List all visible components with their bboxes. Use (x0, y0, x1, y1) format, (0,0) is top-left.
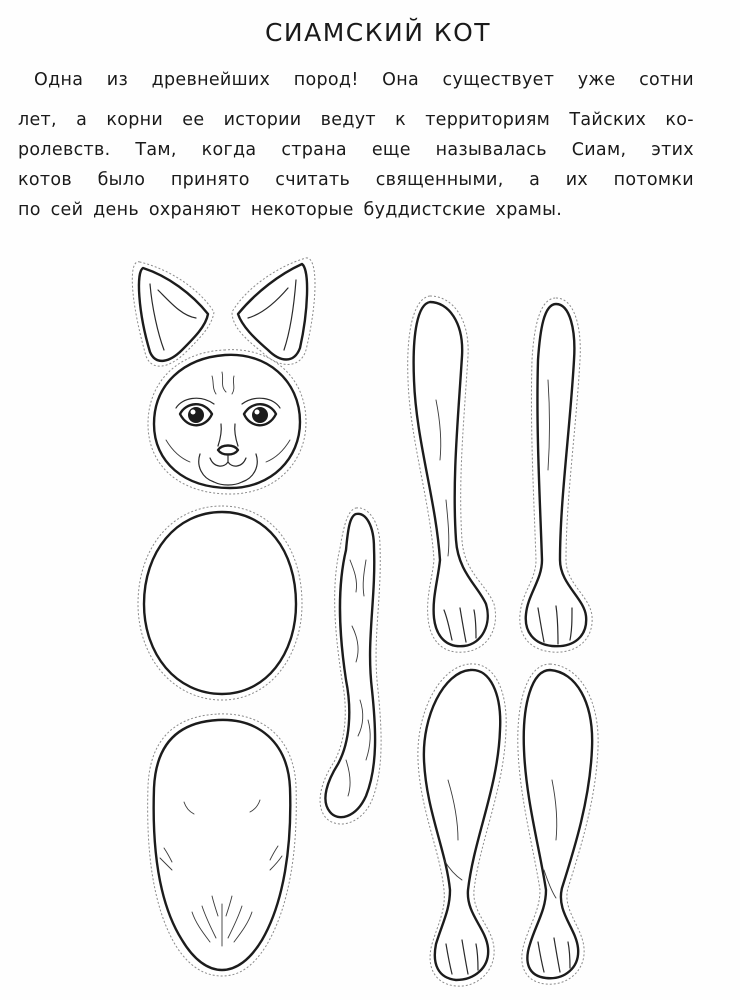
word: пород! (293, 70, 359, 90)
word: ролевств. (18, 140, 111, 160)
word: а (76, 110, 88, 130)
word: Тайских (569, 110, 647, 130)
word: считать (275, 170, 351, 190)
cat-head-cutout (148, 350, 306, 494)
paragraph-line-5: по сей день охраняют некоторые буддистские храмы. (18, 200, 563, 220)
word: древнейших (151, 70, 271, 90)
word: лет, (18, 110, 57, 130)
word: сотни (639, 70, 694, 90)
word: истории (223, 110, 302, 130)
word: уже (577, 70, 616, 90)
word: было (97, 170, 146, 190)
word: котов (18, 170, 72, 190)
cat-upper-body-cutout (138, 506, 302, 700)
word: ведут (320, 110, 376, 130)
word: их (565, 170, 589, 190)
word: еще (371, 140, 411, 160)
word: Сиам, (571, 140, 627, 160)
word: корни (106, 110, 164, 130)
word: из (106, 70, 129, 90)
word: потомки (613, 170, 694, 190)
word: этих (651, 140, 694, 160)
word: ее (182, 110, 205, 130)
cat-lower-body-cutout (148, 714, 297, 976)
page-title: СИАМСКИЙ КОТ (264, 18, 492, 47)
hind-leg-left-cutout (418, 664, 506, 986)
word: к (395, 110, 406, 130)
word: ко- (665, 110, 694, 130)
front-leg-left-cutout (408, 296, 496, 652)
word: Одна (34, 70, 84, 90)
cat-tail-cutout (320, 508, 381, 824)
word: существует (442, 70, 555, 90)
cat-ears-cutout (132, 258, 315, 366)
word: а (529, 170, 541, 190)
front-leg-right-cutout (520, 298, 592, 652)
word: Она (382, 70, 420, 90)
word: территориям (425, 110, 551, 130)
word: священными, (375, 170, 504, 190)
word: принято (170, 170, 250, 190)
word: страна (281, 140, 347, 160)
word: Там, (135, 140, 177, 160)
word: когда (201, 140, 257, 160)
hind-leg-right-cutout (518, 664, 598, 984)
word: называлась (435, 140, 547, 160)
